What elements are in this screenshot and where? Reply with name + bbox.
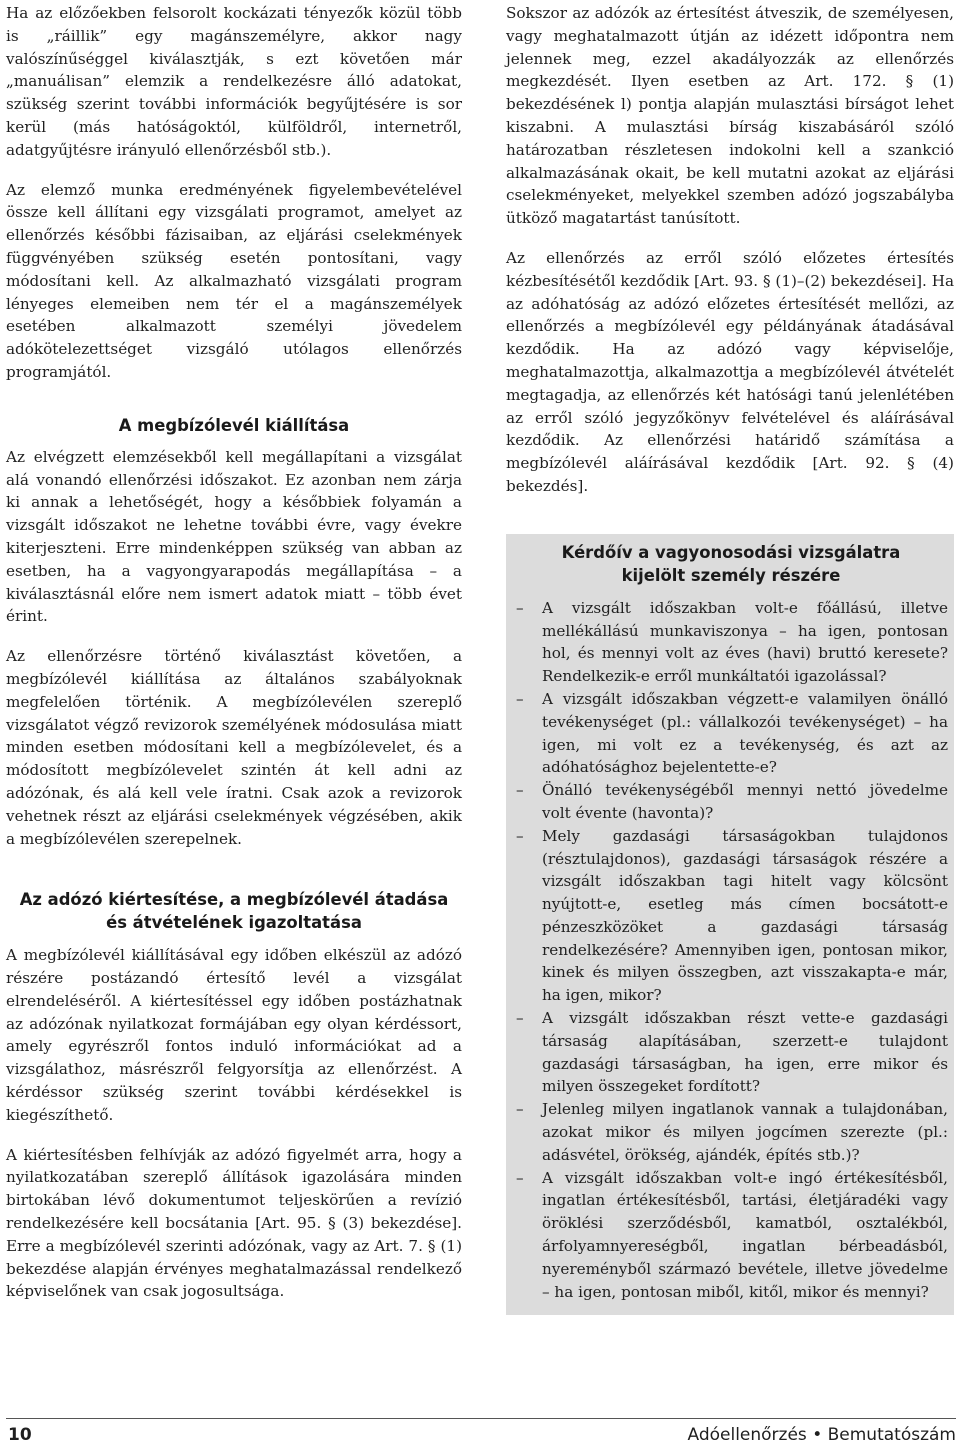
list-item xyxy=(514,1098,948,1166)
section-heading xyxy=(6,888,462,934)
questionnaire-title-line: Kérdőív a vagyonosodási vizsgálatra xyxy=(561,542,901,562)
questionnaire-title xyxy=(514,541,948,587)
question-list xyxy=(514,597,948,1304)
question-text: Jelenleg milyen ingatlanok vannak a tulajdonában, azokat mikor és milyen jogcímen szerezte (pl.: adásvétel, örökség, ajándék, építés stb.)? xyxy=(542,1100,948,1164)
page-number: 10 xyxy=(8,1425,32,1445)
questionnaire-box xyxy=(506,534,954,1316)
question-text: Mely gazdasági társaságokban tulajdonos (résztulajdonos), gazdasági társaságok részére a vizsgált időszakban tagi hitelt vagy kölcsönt nyújtott-e, esetleg más címen bocsátott-e pénzeszközöket a gazdasági társaság rendelkezésére? Amennyiben igen, pontosan mikor, kinek és milyen összegben, azt visszakapta-e már, ha igen, mikor? xyxy=(542,826,948,1005)
list-item xyxy=(514,688,948,779)
question-text: A vizsgált időszakban végzett-e valamilyen önálló tevékenységet (pl.: vállalkozói tevékenységet) – ha igen, mi volt ez a tevékenység, és azt az adóhatósághoz bejelentette-e? xyxy=(542,689,948,777)
section-heading-line: és átvételének igazoltatása xyxy=(106,913,362,933)
page-footer xyxy=(6,1418,956,1445)
list-item xyxy=(514,825,948,1007)
section-heading-line: Az adózó kiértesítése, a megbízólevél átadása xyxy=(19,890,449,910)
paragraph: Sokszor az adózók az értesítést átveszik, de személyesen, vagy meghatalmazott útján az idézett időpontra nem jelennek meg, ezzel akadályozzák az ellenőrzés megkezdését. Ilyen esetben az Art. 172. § (1) bekezdésének l) pontja alapján mulasztási bírságot lehet kiszabni. A mulasztási bírság kiszabásáról szóló határozatban részletesen indokolni kell a szankció alkalmazásának okait, be kell mutatni azokat az eljárási cselekményeket, melyekkel szemben adózó jogszabályba ütköző magatartást tanúsított. xyxy=(506,4,954,228)
left-column xyxy=(6,2,462,1320)
question-text: A vizsgált időszakban volt-e ingó értékesítésből, ingatlan értékesítésből, tartási, életjáradéki vagy öröklési szerződésből, kamatból, osztalékból, árfolyamnyereségből, ingatlan bérbeadásból, nyereményből származó bevétele, illetve jövedelme – ha igen, pontosan miből, kitől, mikor és mennyi? xyxy=(542,1168,948,1301)
paragraph: Az elemző munka eredményének figyelembevételével össze kell állítani egy vizsgálati programot, amelyet az ellenőrzés későbbi fázisaiban, az eljárási cselekmények függvényében szükség esetén pontosítani, vagy módosítani kell. Az alkalmazható vizsgálati program lényeges elemeiben nem tér el a magánszemélyek esetében alkalmazott személyi jövedelem adókötelezettséget vizsgáló utólagos ellenőrzés programjától. xyxy=(6,180,462,381)
dash-bullet: – xyxy=(516,826,524,845)
dash-bullet: – xyxy=(516,598,524,617)
list-item xyxy=(514,779,948,825)
dash-bullet: – xyxy=(516,781,524,800)
right-column xyxy=(506,2,954,1315)
questionnaire-title-line: kijelölt személy részére xyxy=(621,565,841,585)
question-text: Önálló tevékenységéből mennyi nettó jövedelme volt évente (havonta)? xyxy=(542,781,948,822)
list-item xyxy=(514,1167,948,1304)
paragraph: A kiértesítésben felhívják az adózó figyelmét arra, hogy a nyilatkozatában szereplő állítások igazolására minden birtokában lévő dokumentumot teljeskörűen a revízió rendelkezésére kell bocsátania [Art. 95. § (3) bekezdése]. Erre a megbízólevél szerinti adózónak, vagy az Art. 7. § (1) bekezdése alapján érvényes meghatalmazással rendelkező képviselőnek van csak jogosultsága. xyxy=(6,1145,462,1301)
dash-bullet: – xyxy=(516,1009,524,1028)
publication-title: Adóellenőrzés • Bemutatószám xyxy=(687,1425,956,1445)
paragraph: Az ellenőrzésre történő kiválasztást követően, a megbízólevél kiállítása az általános szabályoknak megfelelően történik. A megbízólevélen szereplő vizsgálatot végző revizorok személyének módosulása miatt minden esetben módosítani kell a megbízólevelet, és a módosított megbízólevelet szintén át kell adni az adózónak, és alá kell vele íratni. Csak azok a revizorok vehetnek részt az eljárási cselekmények végzésében, akik a megbízólevélen szerepelnek. xyxy=(6,647,462,848)
paragraph: A megbízólevél kiállításával egy időben elkészül az adózó részére postázandó értesítő levél a vizsgálat elrendeléséről. A kiértesítéssel egy időben postázhatnak az adózónak nyilatkozat formájában egy olyan kérdéssort, amely egyrészről fontos induló információkat ad a vizsgálathoz, másrészről felgyorsítja az ellenőrzést. A kérdéssor szükség szerint további kérdésekkel is kiegészíthető. xyxy=(6,946,462,1124)
paragraph: Az elvégzett elemzésekből kell megállapítani a vizsgálat alá vonandó ellenőrzési időszakot. Ez azonban nem zárja ki annak a lehetőségét, hogy a későbbiek folyamán a vizsgált időszakot ne lehetne további évre, vagy évekre kiterjeszteni. Erre mindenképpen szükség van abban az esetben, ha a vagyongyarapodás megállapítása – a kiválasztásnál előre nem ismert adatok miatt – több évet érint. xyxy=(6,447,462,626)
section-heading: A megbízólevél kiállítása xyxy=(118,415,350,435)
list-item xyxy=(514,597,948,688)
question-text: A vizsgált időszakban részt vette-e gazdasági társaság alapításában, szerzett-e tulajdont gazdasági társaságban, ha igen, erre mikor és milyen összegeket fordított? xyxy=(542,1009,948,1096)
question-text: A vizsgált időszakban volt-e főállású, illetve mellékállású munkaviszonya – ha igen, pontosan hol, és mennyi volt az éves (havi) bruttó keresete? Rendelkezik-e erről munkáltatói igazolással? xyxy=(542,598,948,686)
dash-bullet: – xyxy=(516,689,524,708)
list-item xyxy=(514,1007,948,1098)
paragraph: Az ellenőrzés az erről szóló előzetes értesítés kézbesítésétől kezdődik [Art. 93. § (1)–(2) bekezdései]. Ha az adóhatóság az adózó előzetes értesítését mellőzi, az ellenőrzés a megbízólevél egy példányának átadásával kezdődik. Ha az adózó vagy képviselője, meghatalmazottja, alkalmazottja a megbízólevél átvételét megtagadja, az ellenőrzés két hatósági tanú jelenlétében az erről szóló jegyzőkönyv felvételével és aláírásával kezdődik. Az ellenőrzési határidő számítása a megbízólevél aláírásával kezdődik [Art. 92. § (4) bekezdés]. xyxy=(506,248,954,495)
dash-bullet: – xyxy=(516,1168,524,1187)
dash-bullet: – xyxy=(516,1100,524,1119)
paragraph: Ha az előzőekben felsorolt kockázati tényezők közül több is „ráillik” egy magánszemélyre, akkor nagy valószínűséggel kiválasztják, s ezt követően már „manuálisan” elemzik a rendelkezésre álló adatokat, szükség szerint további információk begyűjtésére is sor kerül (más hatóságoktól, külföldről, internetről, adatgyűjtésre irányuló ellenőrzésből stb.). xyxy=(6,4,462,159)
